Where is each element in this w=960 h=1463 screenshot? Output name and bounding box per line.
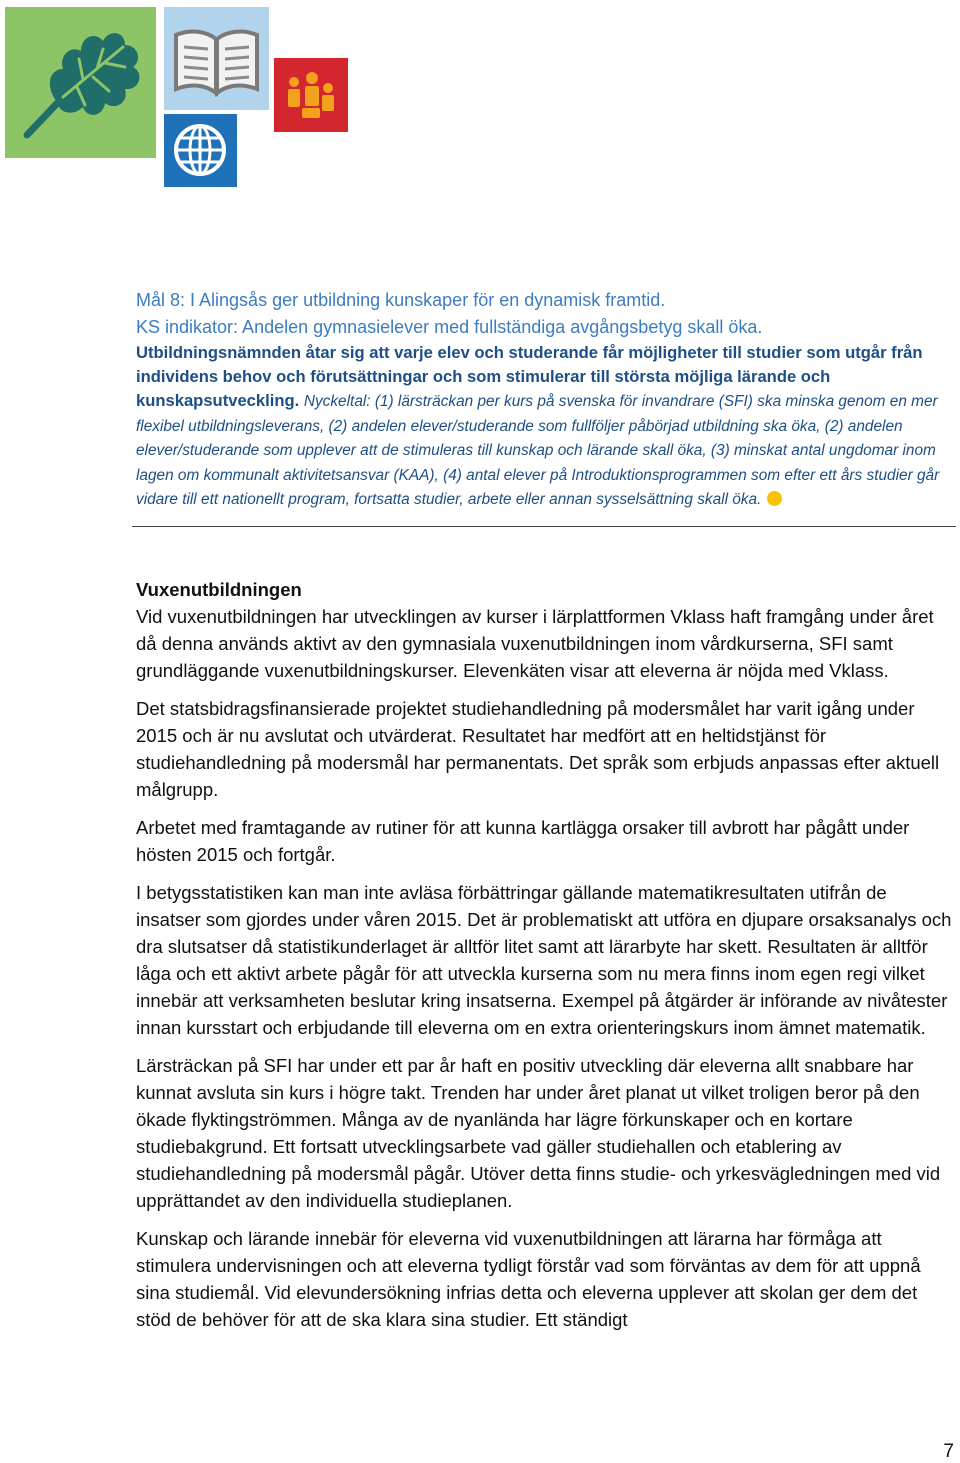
globe-icon [164,114,237,187]
goal-kpi: Nyckeltal: (1) lärsträckan per kurs på svenska för invandrare (SFI) ska minska genom en mer flexibel utbildningsleverans, (2) andelen elever/studerande som fullföljer påbörjad utbildning ska öka, (2) andelen elever/studerande som upplever att de stimuleras till kunskap och lärande skall öka, (3) minskat antal ungdomar inom lagen om kommunalt aktivitetsansvar (KAA), (4) antal elever på Introduktionsprogrammen som efter ett års studier går vidare till ett nationellt program, fortsatta studier, arbete eller annan sysselsättning skall öka. [136,393,940,508]
book-icon [164,7,269,110]
goal-block [136,287,956,512]
goal-heading: Mål 8: I Alingsås ger utbildning kunskaper för en dynamisk framtid. [136,290,666,310]
goal-commitment: Utbildningsnämnden åtar sig att varje elev och studerande får möjligheter till studier som utgår från individens behov och förutsättningar och som stimulerar till största möjliga lärande och kunskapsutveckling. [136,343,923,410]
paragraph: Arbetet med framtagande av rutiner för att kunna kartlägga orsaker till avbrott har pågått under hösten 2015 och fortgår. [136,817,910,865]
page-number: 7 [943,1441,954,1462]
section-vuxenutbildningen [136,576,954,1344]
goal-indicator: KS indikator: Andelen gymnasielever med fullständiga avgångsbetyg skall öka. [136,317,763,337]
status-dot-icon [767,491,782,506]
paragraph: Det statsbidragsfinansierade projektet studiehandledning på modersmålet har varit igång under 2015 och är nu avslutat och utvärderat. Resultatet har medfört att en heltidstjänst för studiehandledning på modersmål har permanentats. Det språk som erbjuds anpassas efter aktuell målgrupp. [136,698,940,800]
oak-leaf-logo [5,7,156,158]
goal-commitment-paragraph [136,341,956,512]
book-logo [164,7,269,110]
section-title: Vuxenutbildningen [136,579,302,600]
oak-leaf-icon [5,7,156,158]
divider [132,526,956,527]
paragraph: Lärsträckan på SFI har under ett par år haft en positiv utveckling där eleverna allt snabbare har kunnat avsluta sin kurs i högre takt. Trenden har under året planat ut vilket troligen beror på den ökade flyktingströmmen. Många av de nyanlända har lägre förkunskaper och en kortare studiebakgrund. Ett fortsatt utvecklingsarbete vad gäller studiehallen och etablering av studiehandledning på modersmål pågår. Utöver detta finns studie- och yrkesvägledningen med vid upprättandet av den individuella studieplanen. [136,1055,941,1211]
people-icon [274,58,348,132]
paragraph: Vid vuxenutbildningen har utvecklingen av kurser i lärplattformen Vklass haft framgång under året då denna används aktivt av den gymnasiala vuxenutbildningen inom vårdkurserna, SFI samt grundläggande vuxenutbildningskurser. Elevenkäten visar att eleverna är nöjda med Vklass. [136,606,934,681]
globe-logo [164,114,237,187]
people-logo [274,58,348,132]
paragraph: Kunskap och lärande innebär för eleverna vid vuxenutbildningen att lärarna har förmåga att stimulera undervisningen och att eleverna tydligt förstår vad som förväntas av dem för att uppnå sina studiemål. Vid elevundersökning infrias detta och eleverna upplever att skolan ger dem det stöd de behöver för att de ska klara sina studier. Ett ständigt [136,1228,921,1330]
paragraph: I betygsstatistiken kan man inte avläsa förbättringar gällande matematikresultaten utifrån de insatser som gjordes under våren 2015. Det är problematiskt att utföra en djupare orsaksanalys och dra slutsatser då statistikunderlaget är alltför litet samt att lärarbyte har skett. Resultaten är alltför låga och ett aktivt arbete pågår för att utveckla kurserna som nu mera finns inom egen regi vilket innebär att verksamheten beslutar kring insatserna. Exempel på åtgärder är införande av nivåtester innan kursstart och erbjudande till eleverna om en extra orienteringskurs inom ämnet matematik. [136,882,952,1038]
